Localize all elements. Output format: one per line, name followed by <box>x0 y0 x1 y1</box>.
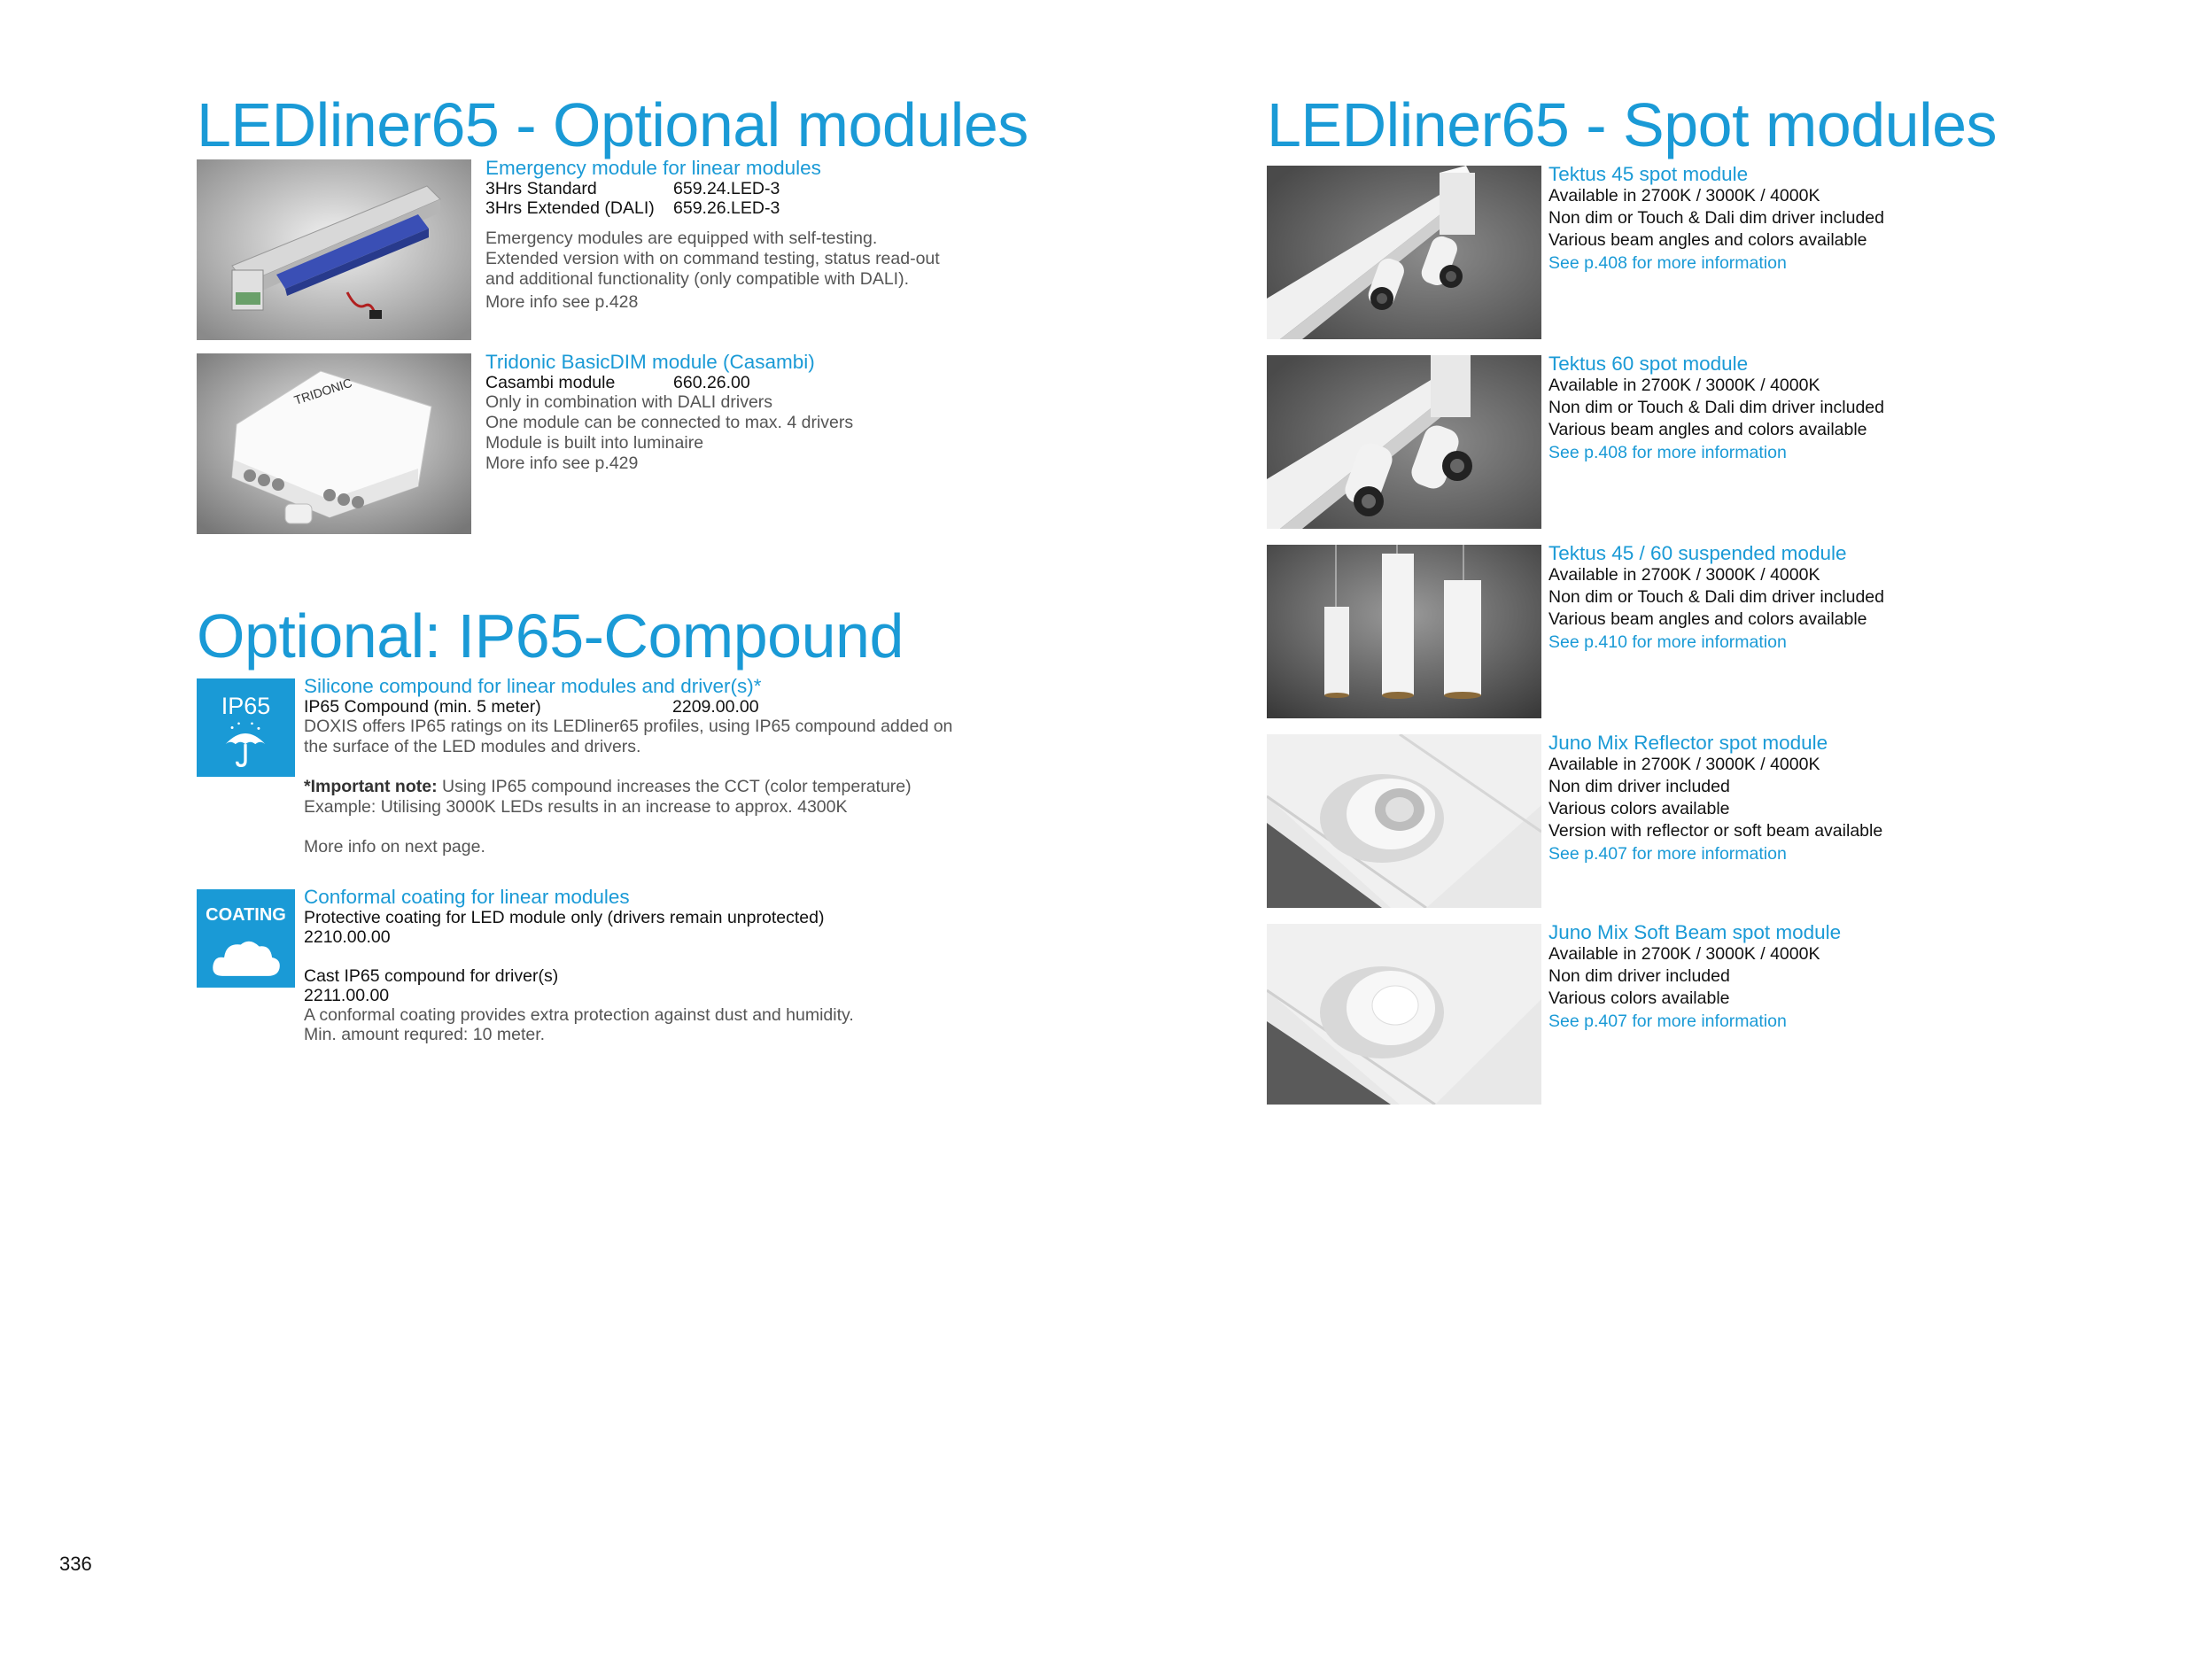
spot-module-line: Various colors available <box>1548 988 1730 1008</box>
spot-module-link[interactable]: See p.408 for more information <box>1548 443 1787 462</box>
spot-module-line: Various beam angles and colors available <box>1548 609 1867 629</box>
spot-module-line: Non dim or Touch & Dali dim driver included <box>1548 587 1884 607</box>
spot-module-line: Non dim driver included <box>1548 966 1730 986</box>
silicone-row <box>304 697 952 717</box>
silicone-more-info: More info on next page. <box>304 837 485 857</box>
cloud-icon <box>209 934 283 980</box>
tektus-suspended-photo <box>1267 545 1541 718</box>
spot-module-title: Juno Mix Soft Beam spot module <box>1548 921 1842 943</box>
conformal-coating-title: Conformal coating for linear modules <box>304 886 630 908</box>
optional-modules-heading: LEDliner65 - Optional modules <box>197 90 1028 159</box>
spot-module-tektus-suspended <box>1548 543 1884 655</box>
spot-module-line: Various colors available <box>1548 799 1730 818</box>
ip65-badge <box>197 678 295 777</box>
silicone-compound-title: Silicone compound for linear modules and driver(s)* <box>304 675 762 697</box>
spot-module-line: Available in 2700K / 3000K / 4000K <box>1548 376 1820 395</box>
spot-module-link[interactable]: See p.410 for more information <box>1548 632 1787 652</box>
spot-module-tektus-60 <box>1548 353 1884 465</box>
spot-module-line: Non dim driver included <box>1548 777 1730 796</box>
tridonic-module-block <box>485 352 853 474</box>
coating-badge-label: COATING <box>206 905 286 925</box>
spot-module-line: Non dim or Touch & Dali dim driver included <box>1548 398 1884 417</box>
spot-module-title: Tektus 45 spot module <box>1548 163 1749 185</box>
silicone-desc: DOXIS offers IP65 ratings on its LEDliner65 profiles, using IP65 compound added on <box>304 717 953 736</box>
tektus-60-photo <box>1267 355 1541 529</box>
ip65-badge-label: IP65 <box>221 693 271 719</box>
spot-module-title: Tektus 60 spot module <box>1548 353 1749 375</box>
juno-softbeam-photo <box>1267 924 1541 1105</box>
emergency-desc: and additional functionality (only compatible with DALI). <box>485 269 910 289</box>
spot-module-tektus-45 <box>1548 164 1884 275</box>
spot-module-link[interactable]: See p.407 for more information <box>1548 844 1787 864</box>
tridonic-module-photo <box>197 353 471 534</box>
row-label: IP65 Compound (min. 5 meter) <box>304 697 541 717</box>
coating-badge <box>197 889 295 988</box>
coating-desc: Min. amount requred: 10 meter. <box>304 1025 546 1044</box>
row-label: 3Hrs Standard <box>485 179 597 198</box>
row-code: 659.26.LED-3 <box>673 198 780 218</box>
emergency-desc: Emergency modules are equipped with self-testing. <box>485 229 878 248</box>
page-number: 336 <box>59 1553 92 1575</box>
emergency-more-info: More info see p.428 <box>485 292 639 312</box>
umbrella-icon <box>221 721 270 771</box>
coating-line: Cast IP65 compound for driver(s) <box>304 966 559 986</box>
spot-module-link[interactable]: See p.407 for more information <box>1548 1012 1787 1031</box>
silicone-desc: the surface of the LED modules and drivers. <box>304 737 641 756</box>
important-note-example: Example: Utilising 3000K LEDs results in an increase to approx. 4300K <box>304 797 848 817</box>
row-code: 660.26.00 <box>673 373 750 392</box>
spot-module-link[interactable]: See p.408 for more information <box>1548 253 1787 273</box>
spot-module-line: Version with reflector or soft beam available <box>1548 821 1883 841</box>
coating-desc: A conformal coating provides extra protection against dust and humidity. <box>304 1005 854 1025</box>
row-label: 3Hrs Extended (DALI) <box>485 198 655 218</box>
tridonic-more-info: More info see p.429 <box>485 454 639 473</box>
spot-modules-heading: LEDliner65 - Spot modules <box>1267 90 1998 159</box>
emergency-desc: Extended version with on command testing, status read-out <box>485 249 940 268</box>
spot-module-line: Available in 2700K / 3000K / 4000K <box>1548 565 1820 585</box>
important-note-text: Using IP65 compound increases the CCT (color temperature) <box>437 777 912 796</box>
tridonic-module-title: Tridonic BasicDIM module (Casambi) <box>485 351 815 373</box>
spot-module-line: Available in 2700K / 3000K / 4000K <box>1548 186 1820 205</box>
emergency-module-title: Emergency module for linear modules <box>485 157 821 179</box>
tridonic-row-casambi <box>485 373 853 392</box>
coating-code: 2211.00.00 <box>304 986 390 1005</box>
spot-module-line: Available in 2700K / 3000K / 4000K <box>1548 944 1820 964</box>
tridonic-desc: Only in combination with DALI drivers <box>485 392 773 412</box>
juno-reflector-photo <box>1267 734 1541 908</box>
spot-module-line: Various beam angles and colors available <box>1548 230 1867 250</box>
tektus-45-photo <box>1267 166 1541 339</box>
emergency-row-extended <box>485 198 940 218</box>
important-note <box>304 777 952 797</box>
tridonic-desc: Module is built into luminaire <box>485 433 704 453</box>
emergency-module-block <box>485 158 940 313</box>
spot-module-title: Juno Mix Reflector spot module <box>1548 732 1828 754</box>
coating-code: 2210.00.00 <box>304 927 391 947</box>
coating-line: Protective coating for LED module only (drivers remain unprotected) <box>304 908 825 927</box>
spot-module-juno-softbeam <box>1548 922 1841 1034</box>
emergency-row-standard <box>485 179 940 198</box>
row-label: Casambi module <box>485 373 616 392</box>
spot-module-juno-reflector <box>1548 733 1882 866</box>
tridonic-desc: One module can be connected to max. 4 drivers <box>485 413 854 432</box>
spot-module-line: Available in 2700K / 3000K / 4000K <box>1548 755 1820 774</box>
important-note-label: *Important note: <box>304 777 438 796</box>
spot-module-line: Non dim or Touch & Dali dim driver included <box>1548 208 1884 228</box>
svg-text:TRIDONIC: TRIDONIC <box>291 375 354 407</box>
spot-module-title: Tektus 45 / 60 suspended module <box>1548 542 1847 564</box>
ip65-compound-heading: Optional: IP65-Compound <box>197 601 904 671</box>
conformal-coating-block <box>304 887 854 1044</box>
row-code: 659.24.LED-3 <box>673 179 780 198</box>
spot-module-line: Various beam angles and colors available <box>1548 420 1867 439</box>
row-code: 2209.00.00 <box>672 697 759 717</box>
silicone-compound-block <box>304 676 952 857</box>
emergency-module-photo <box>197 159 471 340</box>
